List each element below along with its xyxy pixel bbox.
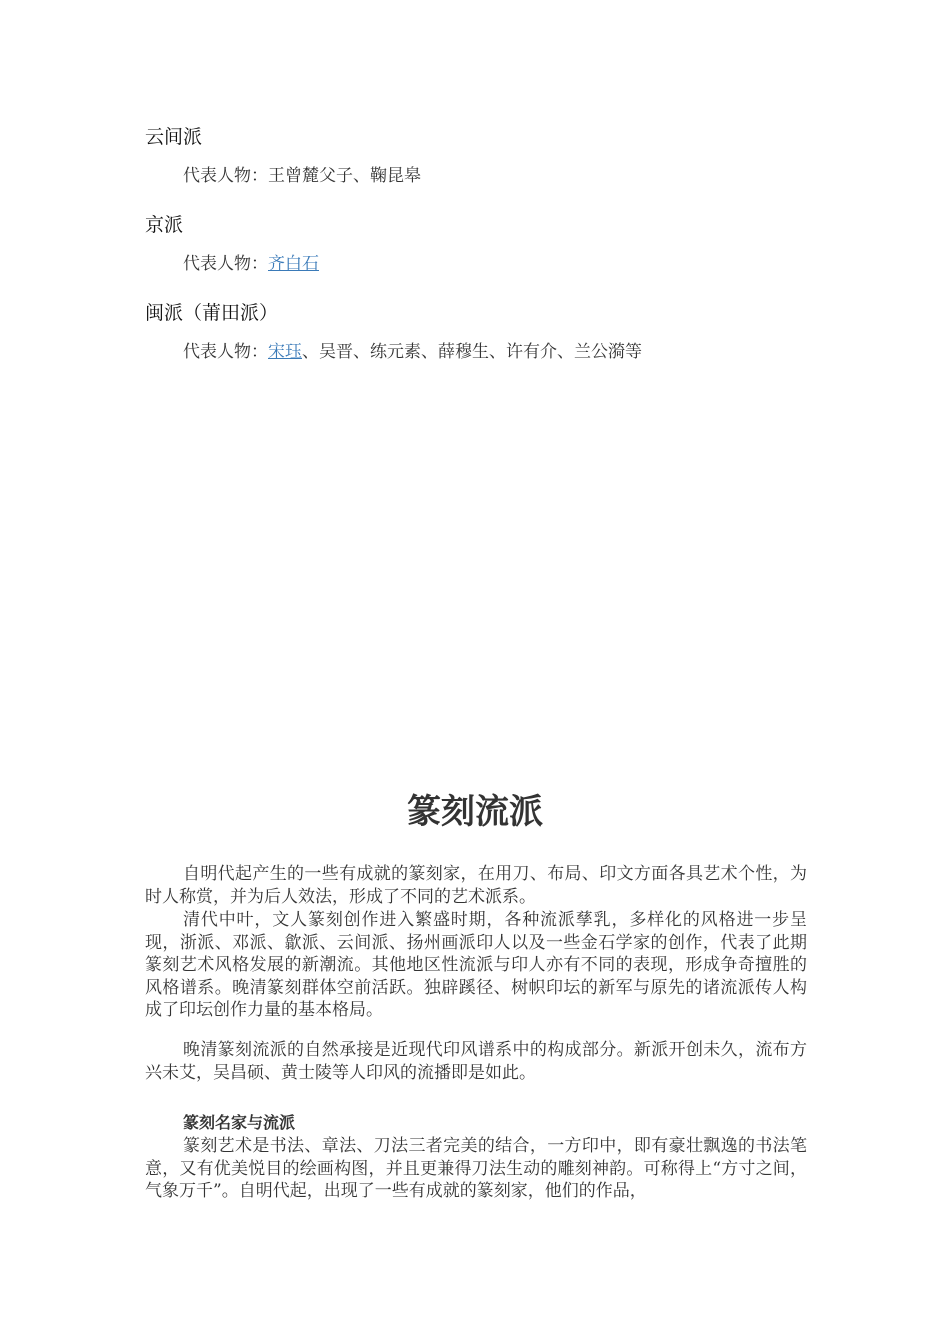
rep-label: 代表人物：	[183, 342, 268, 362]
link-song-jue[interactable]: 宋珏	[268, 342, 302, 362]
rep-names: 王曾麓父子、鞠昆皋	[268, 166, 421, 186]
rep-names: 、吴晋、练元素、薛穆生、许有介、兰公漪等	[302, 342, 642, 362]
school-heading-min: 闽派（莆田派）	[145, 302, 279, 324]
paragraph-1: 自明代起产生的一些有成就的篆刻家，在用刀、布局、印文方面各具艺术个性，为时人称赏，并为后人效法，形成了不同的艺术派系。	[145, 864, 807, 907]
rep-label: 代表人物：	[183, 166, 268, 186]
school-representatives-jing	[183, 252, 319, 276]
rep-label: 代表人物：	[183, 254, 268, 274]
school-heading-yunjian: 云间派	[145, 126, 203, 148]
school-heading-jing: 京派	[145, 214, 184, 236]
article-title: 篆刻流派	[407, 792, 543, 832]
paragraph-3: 晚清篆刻流派的自然承接是近现代印风谱系中的构成部分。新派开创未久，流布方兴未艾，吴昌硕、黄士陵等人印风的流播即是如此。	[145, 1040, 807, 1083]
paragraph-2: 清代中叶，文人篆刻创作进入繁盛时期，各种流派孳乳，多样化的风格进一步呈现，浙派、邓派、歙派、云间派、扬州画派印人以及一些金石学家的创作，代表了此期篆刻艺术风格发展的新潮流。其他地区性流派与印人亦有不同的表现，形成争奇擅胜的风格谱系。晚清篆刻群体空前活跃。独辟蹊径、树帜印坛的新军与原先的诸流派传人构成了印坛创作力量的基本格局。	[145, 910, 807, 1020]
section-heading: 篆刻名家与流派	[183, 1113, 296, 1132]
section-paragraph: 篆刻艺术是书法、章法、刀法三者完美的结合，一方印中，即有豪壮飘逸的书法笔意，又有优美悦目的绘画构图，并且更兼得刀法生动的雕刻神韵。可称得上“方寸之间，气象万千”。自明代起，出现了一些有成就的篆刻家，他们的作品，	[145, 1136, 807, 1201]
link-qi-baishi[interactable]: 齐白石	[268, 254, 319, 274]
school-representatives-min	[183, 340, 642, 364]
school-representatives-yunjian	[183, 164, 421, 188]
